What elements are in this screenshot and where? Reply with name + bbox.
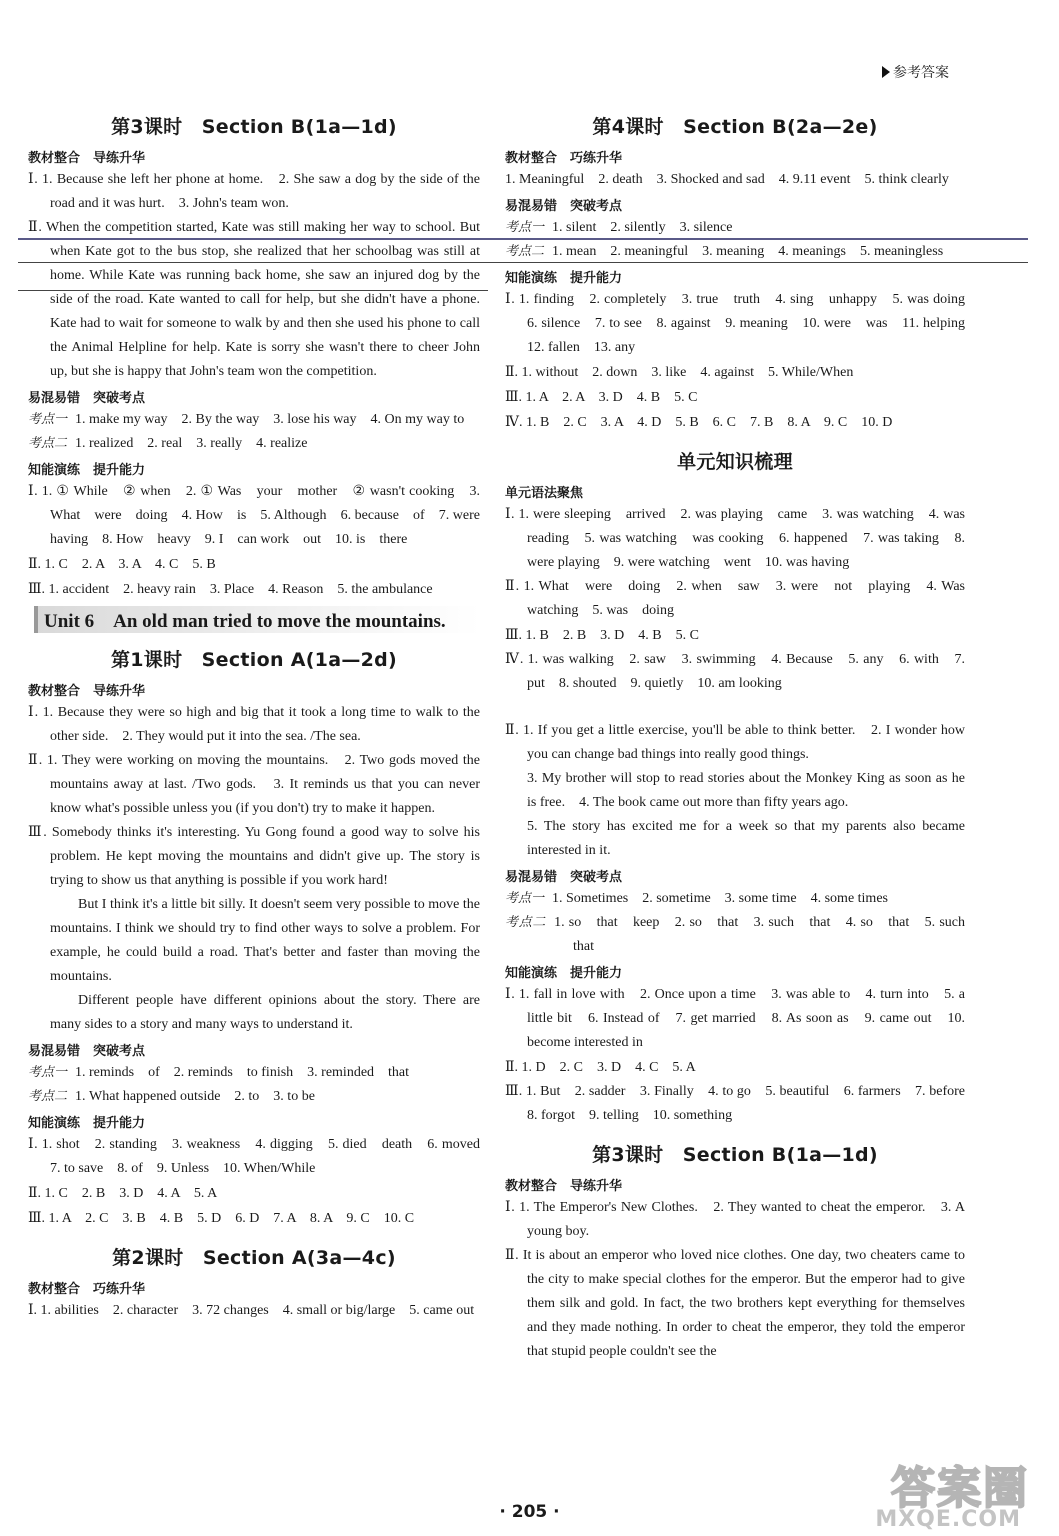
answer-paragraph: Ⅰ. 1. abilities 2. character 3. 72 changes 4. small or big/large 5. came out bbox=[28, 1303, 475, 1318]
key-point-line bbox=[28, 408, 480, 432]
answer-line: Ⅳ. 1. B 2. C 3. A 4. D 5. B 6. C 7. B 8. A 9. C 10. D bbox=[505, 415, 893, 430]
key-point-answers: 1. silent 2. silently 3. silence bbox=[552, 220, 733, 235]
key-point-answers: 1. so that keep 2. so that 3. such that 4. so that 5. such that bbox=[554, 915, 979, 954]
answer-paragraph: 1. Meaningful 2. death 3. Shocked and sad 4. 9.11 event 5. think clearly bbox=[505, 172, 949, 187]
answer-line: Ⅱ. 1. D 2. C 3. D 4. C 5. A bbox=[505, 1060, 696, 1075]
answer-line: Ⅲ. 1. B 2. B 3. D 4. B 5. C bbox=[505, 628, 699, 643]
section-title: 第2课时 Section A(3a—4c) bbox=[112, 1247, 396, 1269]
right-column bbox=[505, 100, 979, 1364]
key-point-answers: 1. mean 2. meaningful 3. meaning 4. meanings 5. meaningless bbox=[552, 244, 944, 259]
key-point-answers: 1. make my way 2. By the way 3. lose his way 4. On my way to bbox=[75, 412, 465, 427]
answer-paragraph: 5. The story has excited me for a week so that my parents also became interested in it. bbox=[527, 819, 965, 858]
subsection-heading: 易混易错 突破考点 bbox=[505, 199, 623, 214]
answer-paragraph: Different people have different opinions about the story. There are many sides to a story and many ways to understand it. bbox=[50, 993, 480, 1032]
key-point-line bbox=[28, 1085, 480, 1109]
answer-paragraph: But I think it's a little bit silly. It doesn't seem very possible to move the mountains. I think we should try to find other ways to solve a problem. For example, he could build a road. That's better and faster than moving the mountains. bbox=[50, 897, 480, 984]
key-point-label: 考点一 bbox=[505, 220, 545, 235]
answer-paragraph: Ⅰ. 1. fall in love with 2. Once upon a time 3. was able to 4. turn into 5. a little bit 6. Instead of 7. get married 8. As soon as 9. came out 10. become interested in bbox=[505, 987, 965, 1050]
key-point-label: 考点一 bbox=[28, 412, 68, 427]
subsection-heading: 教材整合 导练升华 bbox=[28, 151, 146, 166]
page-number: · 205 · bbox=[499, 1502, 560, 1522]
unit-title: Unit 6 An old man tried to move the mountains. bbox=[34, 606, 480, 633]
key-point-line bbox=[28, 432, 480, 456]
arrow-icon bbox=[882, 66, 890, 78]
subsection-heading: 单元语法聚焦 bbox=[505, 486, 584, 501]
key-point-line bbox=[505, 887, 965, 911]
key-point-line bbox=[505, 216, 965, 240]
subsection-heading: 易混易错 突破考点 bbox=[28, 1044, 146, 1059]
answer-line: Ⅲ. 1. A 2. A 3. D 4. B 5. C bbox=[505, 390, 698, 405]
answer-paragraph: Ⅰ. 1. Because they were so high and big that it took a long time to walk to the other side. 2. They would put it into the sea. /The sea. bbox=[28, 705, 480, 744]
section-title: 第3课时 Section B(1a—1d) bbox=[592, 1144, 878, 1166]
subsection-heading: 易混易错 突破考点 bbox=[505, 870, 623, 885]
answer-paragraph: 3. My brother will stop to read stories about the Monkey King as soon as he is free. 4. The book came out more than fifty years ago. bbox=[527, 771, 965, 810]
answer-paragraph: Ⅱ. It is about an emperor who loved nice clothes. One day, two cheaters came to the city to make special clothes for the emperor. But the emperor had to give them silk and gold. In fact, the two brothers kept everything for themselves and they made nothing. In order to cheat the emperor, they told the emperor that stupid people couldn't see the bbox=[505, 1248, 965, 1359]
subsection-heading: 知能演练 提升能力 bbox=[28, 463, 146, 478]
key-point-label: 考点二 bbox=[28, 436, 68, 451]
answer-paragraph: Ⅳ. 1. was walking 2. saw 3. swimming 4. Because 5. any 6. with 7. put 8. shouted 9. quietly 10. am looking bbox=[505, 652, 965, 691]
answer-paragraph: Ⅰ. 1. ① While ② when 2. ① Was your mother ② wasn't cooking 3. What were doing 4. How is 5. Although 6. because of 7. were having 8. How heavy 9. I can work out 10. is there bbox=[28, 484, 494, 547]
section-title: 单元知识梳理 bbox=[677, 451, 793, 473]
answer-paragraph: Ⅰ. 1. The Emperor's New Clothes. 2. They wanted to cheat the emperor. 3. A young boy. bbox=[505, 1200, 965, 1239]
answer-line: Ⅲ. 1. accident 2. heavy rain 3. Place 4. Reason 5. the ambulance bbox=[28, 582, 433, 597]
answer-paragraph: Ⅱ. 1. If you get a little exercise, you'll be able to think better. 2. I wonder how you can change bad things into really good things. bbox=[505, 723, 965, 762]
answer-paragraph: Ⅱ. When the competition started, Kate was still making her way to school. But when Kate got to the bus stop, she realized that her schoolbag was still at home. While Kate was running back home, she saw an injured dog by the side of the road. Kate wanted to call for help, but she didn't have a phone. Kate had to wait for someone to walk by and then she used his phone to call the Animal Helpline for help. Kate is sorry she wasn't there to cheer John up, but she is happy that John's team won the competition. bbox=[28, 220, 480, 379]
header-tag: 参考答案 bbox=[882, 62, 949, 82]
section-title: 第4课时 Section B(2a—2e) bbox=[592, 116, 878, 138]
spacer bbox=[505, 696, 965, 719]
answer-line: Ⅱ. 1. without 2. down 3. like 4. against 5. While/When bbox=[505, 365, 854, 380]
subsection-heading: 教材整合 导练升华 bbox=[28, 684, 146, 699]
answer-paragraph: Ⅰ. 1. Because she left her phone at home. 2. She saw a dog by the side of the road and it was hurt. 3. John's team won. bbox=[28, 172, 480, 211]
key-point-label: 考点一 bbox=[28, 1065, 68, 1080]
key-point-line bbox=[505, 911, 979, 959]
answer-line: Ⅲ. 1. A 2. C 3. B 4. B 5. D 6. D 7. A 8. A 9. C 10. C bbox=[28, 1211, 415, 1226]
key-point-line bbox=[28, 1061, 480, 1085]
subsection-heading: 知能演练 提升能力 bbox=[505, 271, 623, 286]
subsection-heading: 易混易错 突破考点 bbox=[28, 391, 146, 406]
key-point-label: 考点二 bbox=[505, 915, 547, 930]
key-point-answers: 1. realized 2. real 3. really 4. realize bbox=[75, 436, 308, 451]
key-point-answers: 1. Sometimes 2. sometime 3. some time 4. some times bbox=[552, 891, 888, 906]
left-column bbox=[28, 100, 494, 1323]
answer-paragraph: Ⅲ. Somebody thinks it's interesting. Yu Gong found a good way to solve his problem. He kept moving the mountains and didn't give up. The story is trying to show us that anything is possible if you work hard! bbox=[28, 825, 480, 888]
answer-paragraph: Ⅰ. 1. were sleeping arrived 2. was playing came 3. was watching 4. was reading 5. was watching was cooking 6. happened 7. was taking 8. were playing 9. were watching went 10. was having bbox=[505, 507, 965, 570]
key-point-answers: 1. What happened outside 2. to 3. to be bbox=[75, 1089, 315, 1104]
answer-paragraph: Ⅱ. 1. What were doing 2. when saw 3. were not playing 4. Was watching 5. was doing bbox=[505, 579, 979, 618]
answer-line: Ⅱ. 1. C 2. B 3. D 4. A 5. A bbox=[28, 1186, 218, 1201]
watermark-logo: 答案圈 MXQE.COM bbox=[875, 1463, 1029, 1532]
subsection-heading: 教材整合 巧练升华 bbox=[28, 1282, 146, 1297]
key-point-label: 考点二 bbox=[28, 1089, 68, 1104]
subsection-heading: 教材整合 巧练升华 bbox=[505, 151, 623, 166]
key-point-label: 考点二 bbox=[505, 244, 545, 259]
subsection-heading: 教材整合 导练升华 bbox=[505, 1179, 623, 1194]
key-point-line bbox=[505, 240, 965, 264]
answer-paragraph: Ⅰ. 1. finding 2. completely 3. true truth 4. sing unhappy 5. was doing 6. silence 7. to see 8. against 9. meaning 10. were was 11. helping 12. fallen 13. any bbox=[505, 292, 979, 355]
answer-paragraph: Ⅱ. 1. They were working on moving the mountains. 2. Two gods moved the mountains away at last. /Two gods. 3. It reminds us that you can never know what's possible unless you (if you don't) try to make it happen. bbox=[28, 753, 480, 816]
subsection-heading: 知能演练 提升能力 bbox=[505, 966, 623, 981]
section-title: 第1课时 Section A(1a—2d) bbox=[110, 649, 398, 671]
answer-line: Ⅱ. 1. C 2. A 3. A 4. C 5. B bbox=[28, 557, 216, 572]
key-point-answers: 1. reminds of 2. reminds to finish 3. reminded that bbox=[75, 1065, 410, 1080]
section-title: 第3课时 Section B(1a—1d) bbox=[111, 116, 397, 138]
subsection-heading: 知能演练 提升能力 bbox=[28, 1116, 146, 1131]
answer-paragraph: Ⅰ. 1. shot 2. standing 3. weakness 4. digging 5. died death 6. moved 7. to save 8. of 9. Unless 10. When/While bbox=[28, 1137, 494, 1176]
answer-paragraph: Ⅲ. 1. But 2. sadder 3. Finally 4. to go 5. beautiful 6. farmers 7. before 8. forgot 9. telling 10. something bbox=[505, 1084, 979, 1123]
key-point-label: 考点一 bbox=[505, 891, 545, 906]
